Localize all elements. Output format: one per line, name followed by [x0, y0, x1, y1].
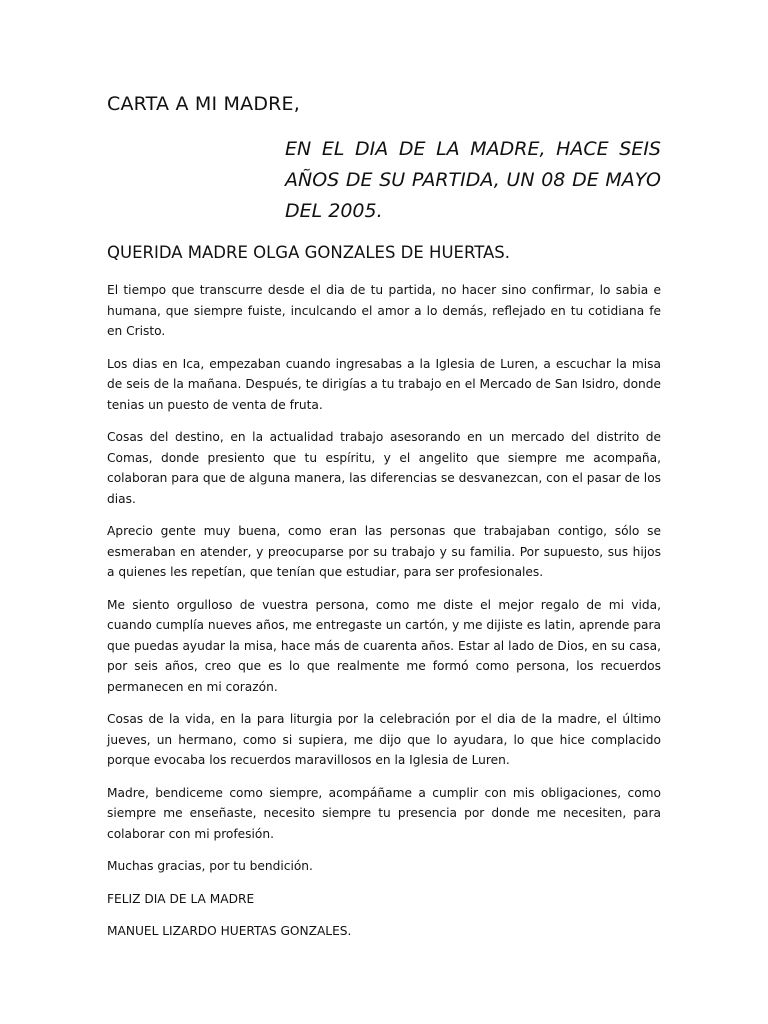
paragraph: Los dias en Ica, empezaban cuando ingresabas a la Iglesia de Luren, a escuchar la misa de seis de la mañana. Después, te dirigías a tu trabajo en el Mercado de San Isidro, donde tenias un puesto de venta de fruta.: [107, 356, 661, 412]
signature: MANUEL LIZARDO HUERTAS GONZALES.: [107, 924, 352, 938]
salutation: QUERIDA MADRE OLGA GONZALES DE HUERTAS.: [107, 243, 511, 262]
letter-title: CARTA A MI MADRE,: [107, 93, 300, 115]
greeting-line: FELIZ DIA DE LA MADRE: [107, 891, 255, 906]
paragraph: Me siento orgulloso de vuestra persona, como me diste el mejor regalo de mi vida, cuando cumplía nueves años, me entregaste un cartón, y me dijiste es latin, aprende para que puedas ayudar la misa, hace más de cuarenta años. Estar al lado de Dios, en su casa, por seis años, creo que es lo que realmente me formó como persona, los recuerdos permanecen en mi corazón.: [107, 597, 661, 694]
paragraph: Aprecio gente muy buena, como eran las personas que trabajaban contigo, sólo se esmeraban en atender, y preocuparse por su trabajo y su familia. Por supuesto, sus hijos a quienes les repetían, que tenían que estudiar, para ser profesionales.: [107, 524, 661, 579]
paragraph: El tiempo que transcurre desde el dia de tu partida, no hacer sino confirmar, lo sabia e humana, que siempre fuiste, inculcando el amor a lo demás, reflejado en tu cotidiana fe en Cristo.: [107, 283, 661, 338]
dedication-text: EN EL DIA DE LA MADRE, HACE SEIS AÑOS DE SU PARTIDA, UN 08 DE MAYO DEL 2005.: [285, 138, 661, 222]
paragraph: Cosas de la vida, en la para liturgia por la celebración por el dia de la madre, el último jueves, un hermano, como si supiera, me dijo que lo ayudara, lo que hice complacido porque evocaba los recuerdos maravillosos en la Iglesia de Luren.: [107, 712, 661, 767]
thanks-line: Muchas gracias, por tu bendición.: [107, 859, 313, 873]
paragraph: Madre, bendiceme como siempre, acompáñame a cumplir con mis obligaciones, como siempre me enseñaste, necesito siempre tu presencia por donde me necesiten, para colaborar con mi profesión.: [107, 785, 661, 841]
paragraph: Cosas del destino, en la actualidad trabajo asesorando en un mercado del distrito de Comas, donde presiento que tu espíritu, y el angelito que siempre me acompaña, colaboran para que de alguna manera, las diferencias se desvanezcan, con el pasar de los dias.: [107, 430, 661, 506]
letter-body: [107, 280, 661, 954]
